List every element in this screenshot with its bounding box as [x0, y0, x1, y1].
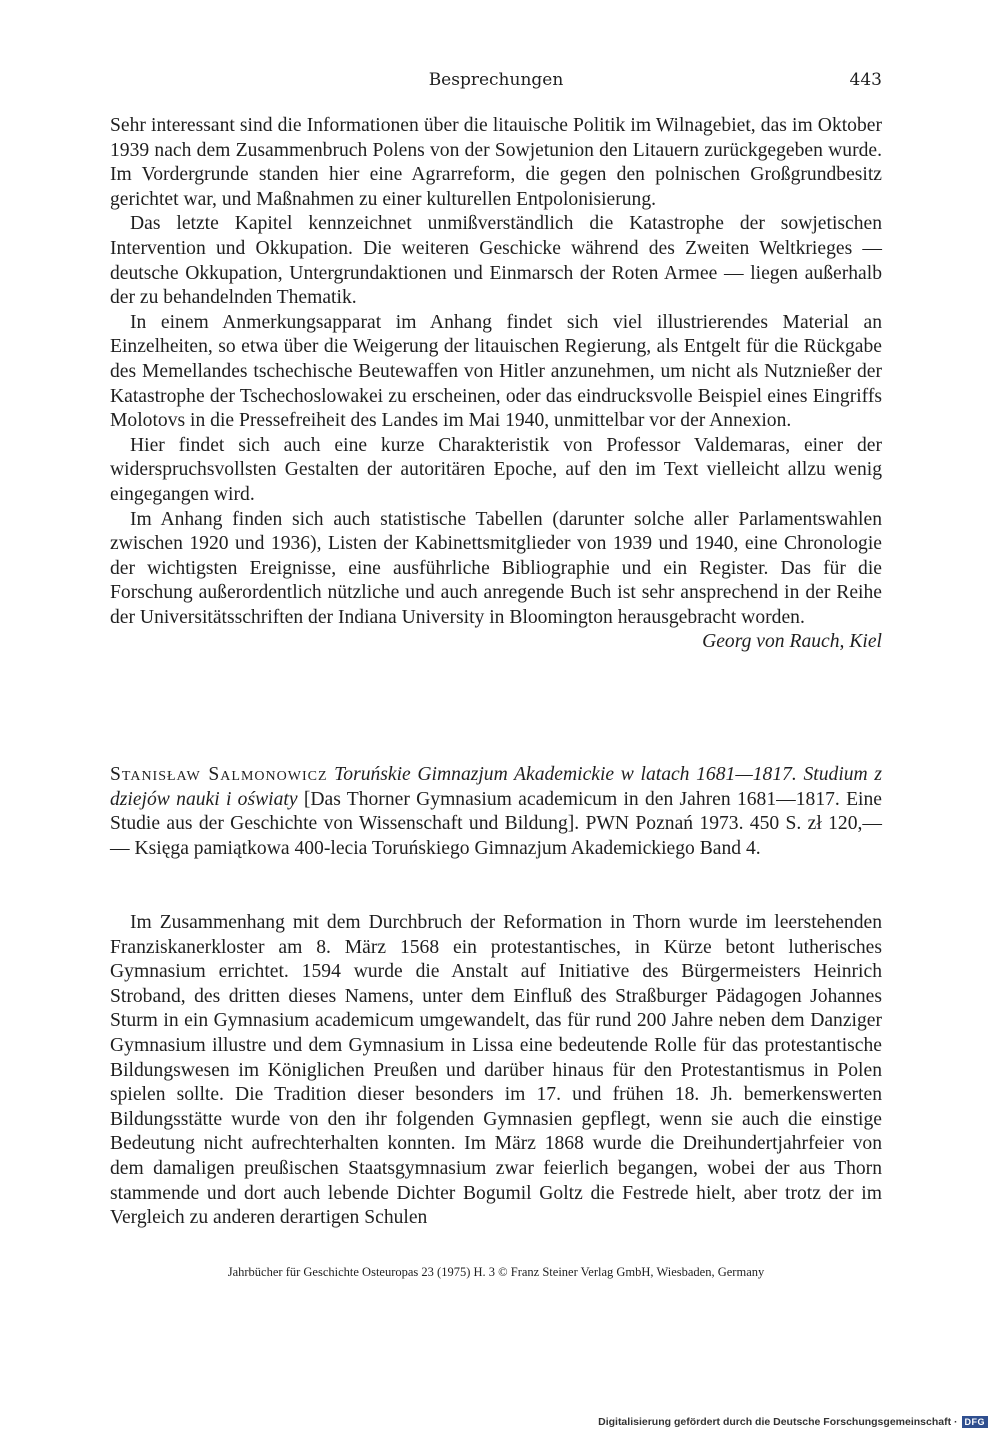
review-continuation — [110, 114, 882, 655]
book-author: Stanisław Salmonowicz — [110, 764, 328, 785]
paragraph: Im Zusammenhang mit dem Durchbruch der Reformation in Thorn wurde im leerstehenden Franziskanerkloster am 8. März 1568 ein protestantisches, in Kürze betont lutherisches Gymnasium errichtet. 1594 wurde die Anstalt auf Initiative des Bürgermeisters Heinrich Stroband, des dritten dieses Namens, unter dem Einfluß des Straßburger Pädagogen Johannes Sturm in ein Gymnasium academicum umgewandelt, das für rund 200 Jahre neben dem Danziger Gymnasium illustre und dem Gymnasium in Lissa eine bedeutende Rolle für das protestantische Bildungswesen im Königlichen Preußen und darüber hinaus für den Protestantismus in Polen spielen sollte. Die Tradition dieser besonders im 17. und frühen 18. Jh. bemerkenswerten Bildungsstätte wurde von den ihr folgenden Gymnasien gepflegt, wenn sie auch die einstige Bedeutung nicht aufrechterhalten konnten. Im März 1868 wurde die Dreihundertjahrfeier von dem damaligen preußischen Staatsgymnasium zwar feierlich begangen, wobei der aus Thorn stammende und dort auch lebende Dichter Bogumil Goltz die Festrede hielt, aber trotz der im Vergleich zu anderen derartigen Schulen — [110, 912, 882, 1229]
book-details: [Das Thorner Gymnasium academicum in den Jahren 1681—1817. Eine Studie aus der Geschichte von Wissenschaft und Bildung]. PWN Poznań 1973. 450 S. zł 120,— — Księga pamiątkowa 400-lecia Toruńskiego Gimnazjum Akademickiego Band 4. — [110, 788, 882, 859]
review-body — [110, 911, 882, 1231]
reviewer-signature: Georg von Rauch, Kiel — [702, 631, 882, 653]
bibliographic-citation — [110, 763, 882, 861]
running-title: Besprechungen — [428, 70, 564, 90]
book-title: Toruńskie Gimnazjum Akademickie w latach 1681—1817. Studium z dziejów nauki i oświaty — [110, 764, 882, 810]
paragraph: In einem Anmerkungsapparat im Anhang findet sich viel illustrierendes Material an Einzelheiten, so etwa über die Weigerung der litauischen Regierung, als Entgelt für die Rückgabe des Memellandes tschechische Beutewaffen von Hitler anzunehmen, um nicht als Nutznießer der Katastrophe der Tschechoslowakei zu erscheinen, oder das eindrucksvolle Beispiel eines Eingriffs Molotovs in die Pressefreiheit des Landes im Mai 1940, unmittelbar vor der Annexion. — [110, 311, 882, 432]
dfg-notice-text: Digitalisierung gefördert durch die Deutsche Forschungsgemeinschaft · — [598, 1416, 958, 1428]
dfg-logo: DFG — [962, 1416, 989, 1428]
paragraph: Das letzte Kapitel kennzeichnet unmißverständlich die Katastrophe der sowjetischen Intervention und Okkupation. Die weiteren Geschicke während des Zweiten Weltkrieges — deutsche Okkupation, Untergrundaktionen und Einmarsch der Roten Armee — liegen außerhalb der zu behandelnden Thematik. — [110, 213, 882, 309]
running-head — [110, 70, 882, 94]
dfg-funding-notice — [598, 1416, 988, 1428]
bibliographic-entry — [110, 763, 882, 861]
paragraph: Hier findet sich auch eine kurze Charakteristik von Professor Valdemaras, einer der widerspruchsvollsten Gestalten der autoritären Epoche, auf den im Text vielleicht allzu wenig eingegangen wird. — [110, 434, 882, 505]
journal-footer: Jahrbücher für Geschichte Osteuropas 23 (1975) H. 3 © Franz Steiner Verlag GmbH, Wiesbaden, Germany — [227, 1265, 765, 1279]
paragraph: Sehr interessant sind die Informationen über die litauische Politik im Wilnagebiet, das im Oktober 1939 nach dem Zusammenbruch Polens von der Sowjetunion den Litauern zurückgegeben wurde. Im Vordergrunde standen hier eine Agrarreform, die gegen den polnischen Großgrundbesitz gerichtet war, und Maßnahmen zu einer kulturellen Entpolonisierung. — [110, 115, 882, 210]
page-number: 443 — [849, 70, 882, 90]
paragraph: Im Anhang finden sich auch statistische Tabellen (darunter solche aller Parlamentswahlen zwischen 1920 und 1936), Listen der Kabinettsmitglieder von 1939 und 1940, eine Chronologie der wichtigsten Ereignisse, eine ausführliche Bibliographie und ein Register. Das für die Forschung außerordentlich nützliche und auch anregende Buch ist sehr ansprechend in der Reihe der Universitätsschriften der Indiana University in Bloomington herausgebracht worden. — [110, 508, 882, 628]
